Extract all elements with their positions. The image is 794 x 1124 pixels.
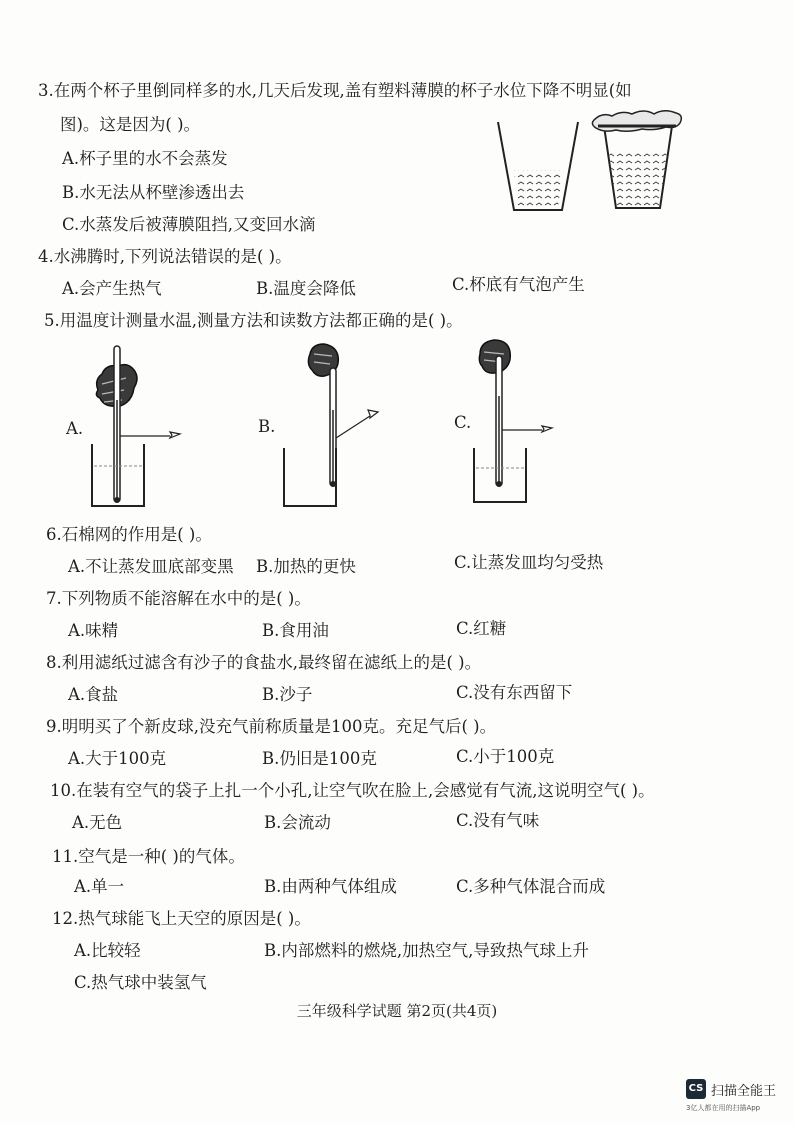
plastic-film: [592, 111, 681, 132]
q12-option-b: B.内部燃料的燃烧,加热空气,导致热气球上升: [264, 941, 589, 960]
q10-option-a: A.无色: [72, 813, 123, 832]
q8-stem: 8.利用滤纸过滤含有沙子的食盐水,最终留在滤纸上的是( )。: [46, 653, 482, 672]
q3-option-b: B.水无法从杯壁渗透出去: [62, 183, 245, 202]
scanner-app-name: 扫描全能王: [711, 1084, 777, 1099]
q7-option-a: A.味精: [68, 621, 119, 640]
q6-option-b: B.加热的更快: [256, 557, 356, 576]
q11-option-a: A.单一: [74, 877, 125, 896]
eye-sightline: [120, 432, 180, 438]
q5-option-b-label: B.: [258, 417, 276, 436]
q3-stem-line1: 3.在两个杯子里倒同样多的水,几天后发现,盖有塑料薄膜的杯子水位下降不明显(如: [38, 81, 632, 100]
hand-icon: [479, 340, 510, 373]
camscanner-logo-icon: CS: [686, 1079, 706, 1099]
q9-option-c: C.小于100克: [456, 747, 555, 766]
q11-option-b: B.由两种气体组成: [264, 877, 397, 896]
q8-option-a: A.食盐: [68, 685, 119, 704]
q12-option-a: A.比较轻: [74, 941, 141, 960]
scanner-tagline: 3亿人都在用的扫描App: [686, 1104, 761, 1112]
q3-cups-figure: [490, 110, 690, 220]
q6-option-a: A.不让蒸发皿底部变黑: [68, 557, 234, 576]
q10-option-c: C.没有气味: [456, 811, 540, 830]
eye-sightline: [502, 426, 552, 432]
q5-figure-c: [470, 336, 580, 506]
q5-stem: 5.用温度计测量水温,测量方法和读数方法都正确的是( )。: [44, 311, 463, 330]
q8-option-b: B.沙子: [262, 685, 313, 704]
q12-stem: 12.热气球能飞上天空的原因是( )。: [52, 909, 311, 928]
q11-option-c: C.多种气体混合而成: [456, 877, 606, 896]
q4-option-b: B.温度会降低: [256, 279, 356, 298]
thermometer: [114, 346, 120, 503]
q11-stem: 11.空气是一种( )的气体。: [52, 847, 245, 866]
q5-figure-a: [84, 340, 194, 510]
page-footer: 三年级科学试题 第2页(共4页): [296, 1002, 498, 1020]
q6-stem: 6.石棉网的作用是( )。: [46, 525, 212, 544]
q7-option-c: C.红糖: [456, 619, 507, 638]
q9-option-a: A.大于100克: [68, 749, 167, 768]
q7-option-b: B.食用油: [262, 621, 329, 640]
q7-stem: 7.下列物质不能溶解在水中的是( )。: [46, 589, 311, 608]
q3-option-c: C.水蒸发后被薄膜阻挡,又变回水滴: [62, 215, 316, 234]
q4-stem: 4.水沸腾时,下列说法错误的是( )。: [38, 247, 292, 266]
q10-stem: 10.在装有空气的袋子上扎一个小孔,让空气吹在脸上,会感觉有气流,这说明空气( )。: [50, 781, 655, 800]
q5-figure-b: [280, 340, 390, 510]
q4-option-c: C.杯底有气泡产生: [452, 275, 585, 294]
q6-option-c: C.让蒸发皿均匀受热: [454, 553, 604, 572]
beaker: [284, 448, 336, 506]
q3-option-a: A.杯子里的水不会蒸发: [62, 149, 228, 168]
q5-option-c-label: C.: [454, 413, 472, 432]
q10-option-b: B.会流动: [264, 813, 331, 832]
covered-cup: [592, 111, 681, 208]
q12-option-c: C.热气球中装氢气: [74, 973, 207, 992]
q9-stem: 9.明明买了个新皮球,没充气前称质量是100克。充足气后( )。: [46, 717, 497, 736]
q3-stem-line2: 图)。这是因为( )。: [60, 115, 201, 134]
open-cup: [498, 122, 578, 210]
q9-option-b: B.仍旧是100克: [262, 749, 377, 768]
q8-option-c: C.没有东西留下: [456, 683, 573, 702]
eye-sightline: [336, 410, 378, 438]
q4-option-a: A.会产生热气: [62, 279, 162, 298]
thermometer: [496, 356, 502, 487]
q5-option-a-label: A.: [66, 419, 84, 438]
